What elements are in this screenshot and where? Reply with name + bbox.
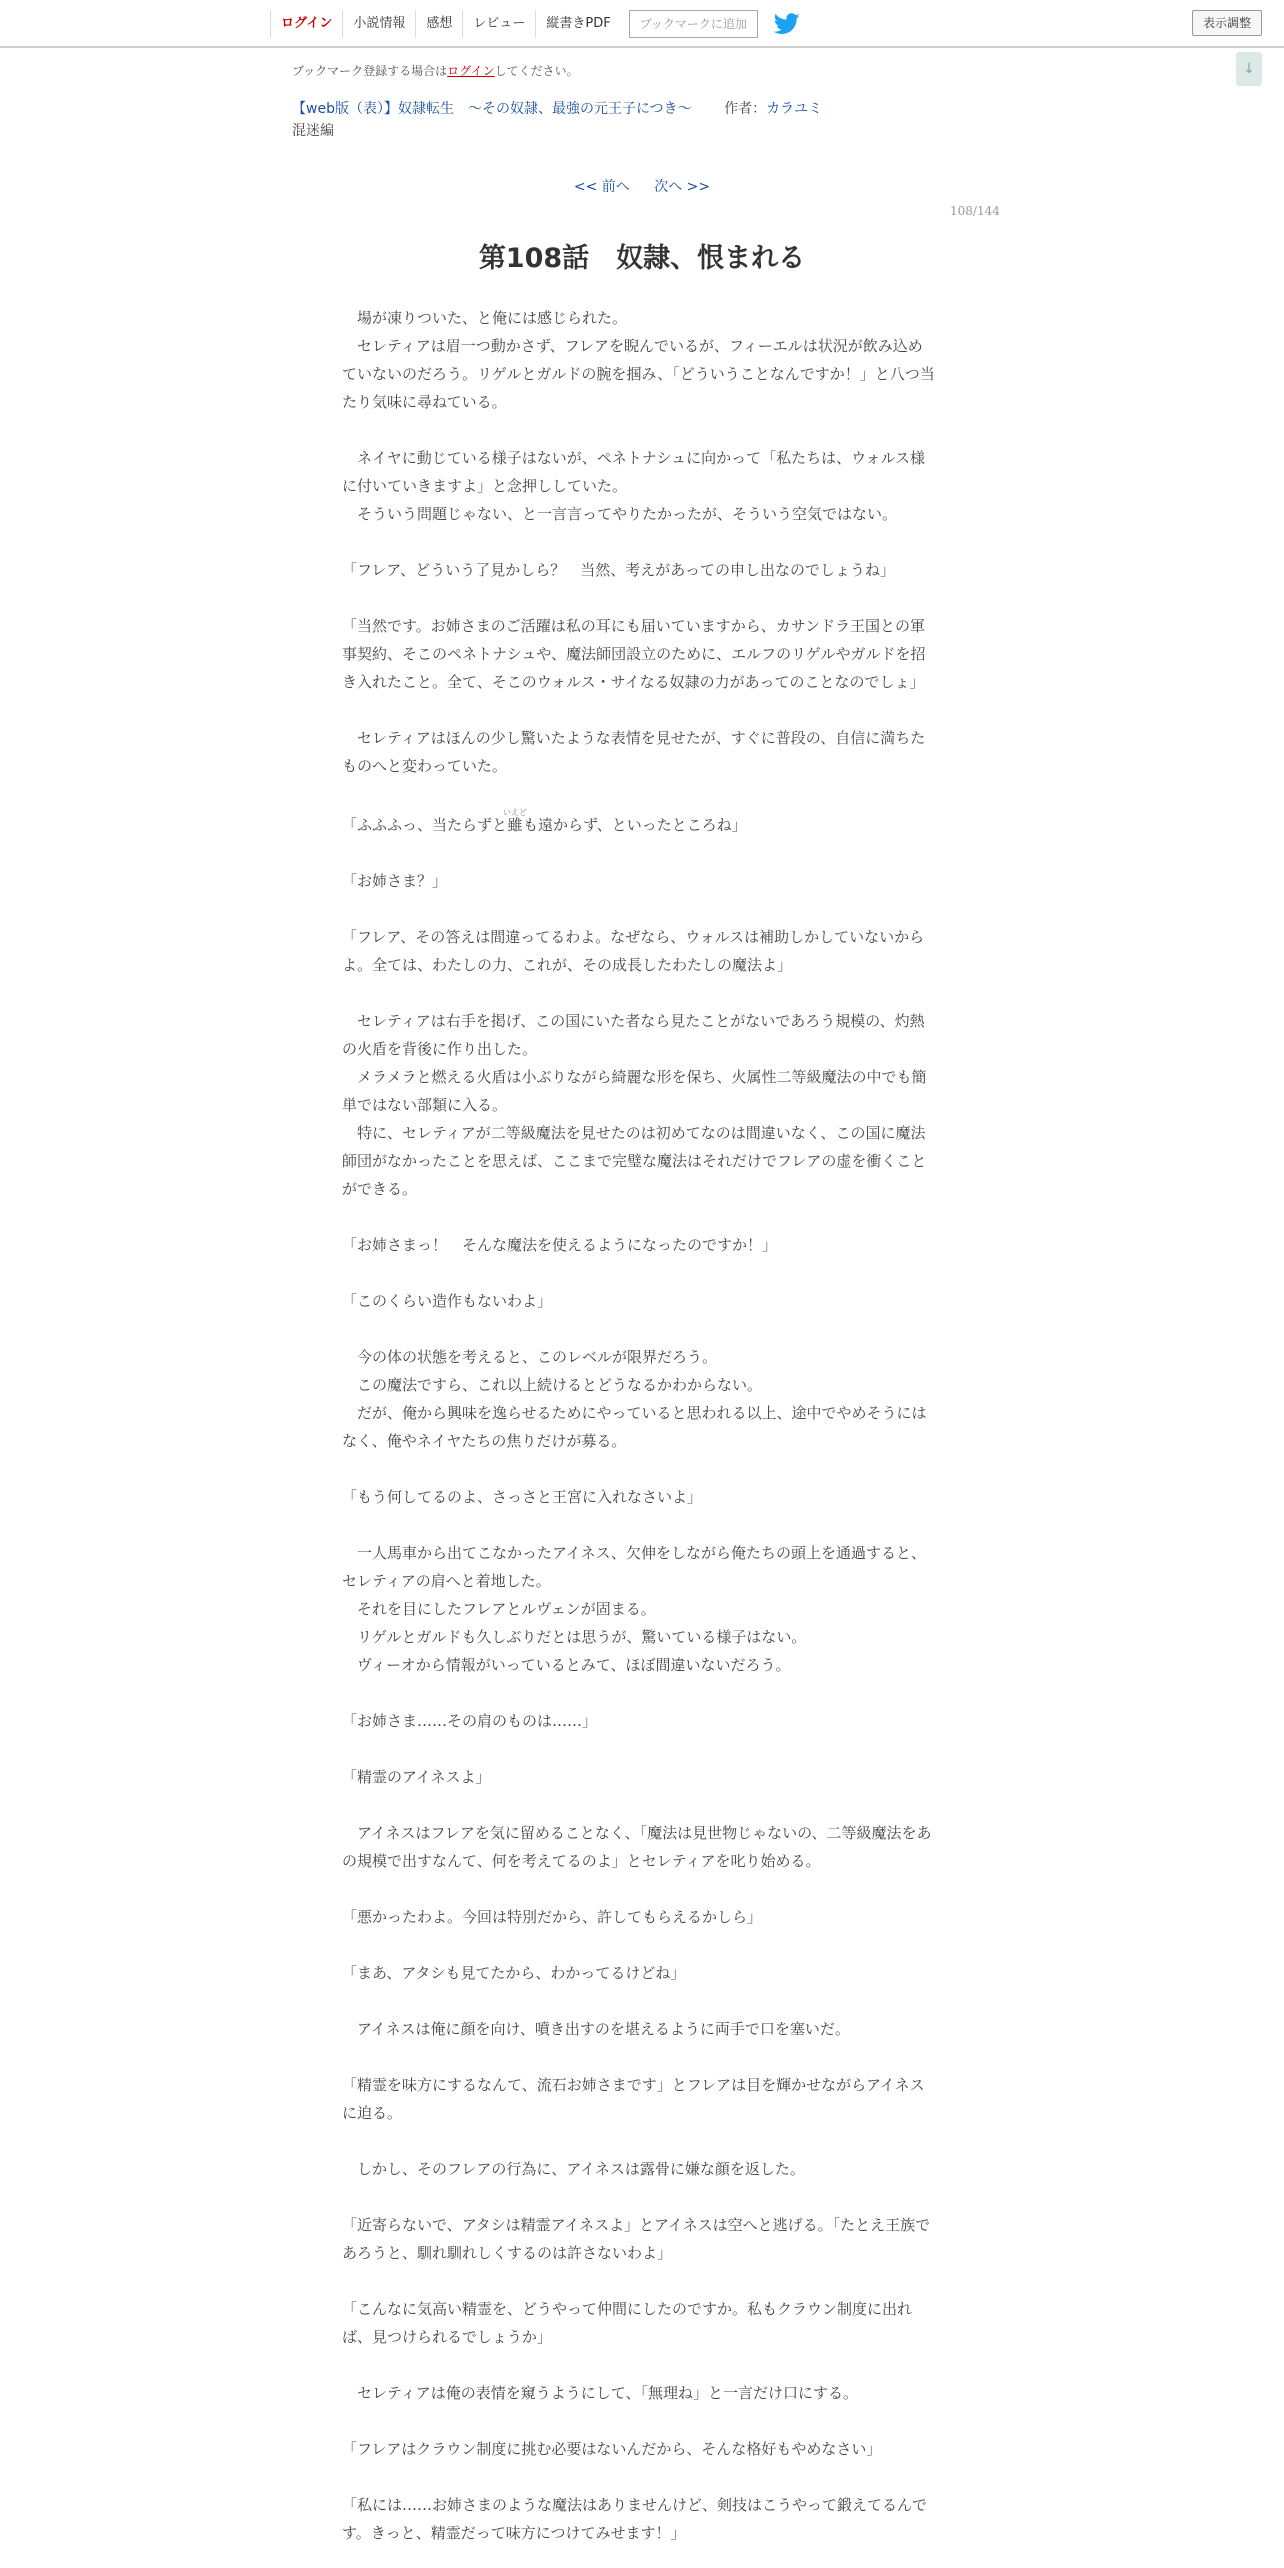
body-paragraph bbox=[342, 1875, 936, 1903]
top-header bbox=[0, 0, 1284, 48]
body-paragraph: この魔法ですら、これ以上続けるとどうなるかわからない。 bbox=[342, 1376, 763, 1394]
body-paragraph: セレティアはほんの少し驚いたような表情を見せたが、すぐに普段の、自信に満ちたものへと変わっていた。 bbox=[342, 729, 926, 775]
body-paragraph: 今の体の状態を考えると、このレベルが限界だろう。 bbox=[342, 1348, 718, 1366]
body-paragraph: そういう問題じゃない、と一言言ってやりたかったが、そういう空気ではない。 bbox=[342, 505, 898, 523]
body-paragraph bbox=[342, 2183, 936, 2211]
nav-impressions[interactable]: 感想 bbox=[415, 10, 462, 38]
nav-login[interactable]: ログイン bbox=[270, 10, 342, 38]
body-paragraph: 「このくらい造作もないわよ」 bbox=[342, 1292, 553, 1310]
body-paragraph bbox=[342, 780, 936, 808]
body-paragraph: セレティアは俺の表情を窺うようにして、「無理ね」と一言だけ口にする。 bbox=[342, 2384, 859, 2402]
body-paragraph bbox=[342, 1791, 936, 1819]
body-paragraph bbox=[342, 2127, 936, 2155]
prev-chapter-link[interactable]: << 前へ bbox=[573, 179, 630, 195]
body-paragraph: リゲルとガルドも久しぶりだとは思うが、驚いている様子はない。 bbox=[342, 1628, 807, 1646]
series-info bbox=[292, 98, 822, 118]
body-paragraph: 「まあ、アタシも見てたから、わかってるけどね」 bbox=[342, 1964, 686, 1982]
body-paragraph bbox=[342, 528, 936, 556]
nav-review[interactable]: レビュー bbox=[462, 10, 535, 38]
body-paragraph bbox=[342, 584, 936, 612]
nav-vertical-pdf[interactable]: 縦書きPDF bbox=[535, 10, 620, 38]
body-paragraph bbox=[342, 839, 936, 867]
scroll-down-arrow-icon[interactable]: ↓ bbox=[1236, 52, 1262, 86]
body-paragraph: 「悪かったわよ。今回は特別だから、許してもらえるかしら」 bbox=[342, 1908, 763, 1926]
chapter-body bbox=[342, 304, 936, 2547]
top-nav bbox=[270, 0, 800, 48]
body-paragraph: 「近寄らないで、アタシは精霊アイネスよ」とアイネスは空へと逃げる。「たとえ王族であろうと、馴れ馴れしくするのは許さないわよ」 bbox=[342, 2216, 931, 2262]
body-paragraph bbox=[342, 1455, 936, 1483]
body-paragraph bbox=[342, 2043, 936, 2071]
body-paragraph: 「お姉さま？」 bbox=[342, 872, 448, 890]
author-label: 作者： bbox=[724, 101, 767, 117]
body-paragraph: 「精霊のアイネスよ」 bbox=[342, 1768, 491, 1786]
body-paragraph: 特に、セレティアが二等級魔法を見せたのは初めてなのは間違いなく、この国に魔法師団がなかったことを思えば、ここまで完璧な魔法はそれだけでフレアの虚を衝くことができる。 bbox=[342, 1124, 927, 1198]
body-paragraph: それを目にしたフレアとルヴェンが固まる。 bbox=[342, 1600, 656, 1618]
body-paragraph bbox=[342, 2463, 936, 2491]
chapter-title: 第108話 奴隷、恨まれる bbox=[478, 243, 806, 274]
bookmark-login-note: ブックマーク登録する場合はログインしてください。 bbox=[292, 64, 579, 78]
body-paragraph: 「当然です。お姉さまのご活躍は私の耳にも届いていますから、カサンドラ王国との軍事契約、そこのペネトナシュや、魔法師団設立のために、エルフのリゲルやガルドを招き入れたこと。全て、そこのウォルス・サイなる奴隷の力があってのことなのでしょ」 bbox=[342, 617, 926, 691]
body-paragraph bbox=[342, 1203, 936, 1231]
body-paragraph: セレティアは右手を掲げ、この国にいた者なら見たことがないであろう規模の、灼熱の火盾を背後に作り出した。 bbox=[342, 1012, 925, 1058]
body-paragraph: 「ふふふっ、当たらずと雖いえども遠からず、といったところね」 bbox=[342, 808, 747, 834]
body-paragraph bbox=[342, 1931, 936, 1959]
body-paragraph: 「フレアはクラウン制度に挑む必要はないんだから、そんな格好もやめなさい」 bbox=[342, 2440, 882, 2458]
body-paragraph: 一人馬車から出てこなかったアイネス、欠伸をしながら俺たちの頭上を通過すると、セレティアの肩へと着地した。 bbox=[342, 1544, 926, 1590]
body-paragraph bbox=[342, 895, 936, 923]
series-title-link[interactable]: 【web版（表）】奴隷転生 ～その奴隷、最強の元王子につき～ bbox=[292, 101, 692, 117]
body-paragraph: ネイヤに動じている様子はないが、ペネトナシュに向かって「私たちは、ウォルス様に付いていきますよ」と念押ししていた。 bbox=[342, 449, 926, 495]
body-paragraph: 場が凍りついた、と俺には感じられた。 bbox=[342, 309, 628, 327]
chapter-count: 108/144 bbox=[950, 204, 1000, 218]
body-paragraph bbox=[342, 979, 936, 1007]
body-paragraph: 「こんなに気高い精霊を、どうやって仲間にしたのですか。私もクラウン制度に出れば、見つけられるでしょうか」 bbox=[342, 2300, 913, 2346]
body-paragraph: しかし、そのフレアの行為に、アイネスは露骨に嫌な顔を返した。 bbox=[342, 2160, 805, 2178]
body-paragraph: アイネスはフレアを気に留めることなく、「魔法は見世物じゃないの、二等級魔法をあの規模で出すなんて、何を考えてるのよ」とセレティアを叱り始める。 bbox=[342, 1824, 932, 1870]
body-paragraph bbox=[342, 696, 936, 724]
nav-novel-info[interactable]: 小説情報 bbox=[342, 10, 415, 38]
body-paragraph: セレティアは眉一つ動かさず、フレアを睨んでいるが、フィーエルは状況が飲み込めていないのだろう。リゲルとガルドの腕を掴み、「どういうことなんですか！」と八つ当たり気味に尋ねている。 bbox=[342, 337, 935, 411]
body-paragraph: 「お姉さま……その肩のものは……」 bbox=[342, 1712, 598, 1730]
twitter-bird-icon[interactable] bbox=[774, 13, 800, 35]
display-adjust-button[interactable]: 表示調整 bbox=[1192, 10, 1262, 36]
next-chapter-link[interactable]: 次へ >> bbox=[654, 179, 711, 195]
body-paragraph: 「フレア、どういう了見かしら？ 当然、考えがあっての申し出なのでしょうね」 bbox=[342, 561, 896, 579]
body-paragraph bbox=[342, 1315, 936, 1343]
body-paragraph: ヴィーオから情報がいっているとみて、ほぼ間違いないだろう。 bbox=[342, 1656, 791, 1674]
author-link[interactable]: カラユミ bbox=[766, 101, 823, 117]
body-paragraph: だが、俺から興味を逸らせるためにやっていると思われる以上、途中でやめそうにはなく、俺やネイヤたちの焦りだけが募る。 bbox=[342, 1404, 927, 1450]
body-paragraph: 「もう何してるのよ、さっさと王宮に入れなさいよ」 bbox=[342, 1488, 703, 1506]
body-paragraph bbox=[342, 2351, 936, 2379]
body-paragraph bbox=[342, 1259, 936, 1287]
body-paragraph: 「フレア、その答えは間違ってるわよ。なぜなら、ウォルスは補助しかしていないからよ。全ては、わたしの力、これが、その成長したわたしの魔法よ」 bbox=[342, 928, 925, 974]
body-paragraph bbox=[342, 2267, 936, 2295]
body-paragraph bbox=[342, 1511, 936, 1539]
add-bookmark-button[interactable]: ブックマークに追加 bbox=[629, 10, 758, 38]
chapter-pager bbox=[0, 176, 1284, 196]
ruby-annotation: 雖いえど bbox=[503, 808, 528, 834]
body-paragraph: アイネスは俺に顔を向け、噴き出すのを堪えるように両手で口を塞いだ。 bbox=[342, 2020, 850, 2038]
chapter-group-title: 混迷編 bbox=[292, 123, 334, 139]
body-paragraph: 「私には……お姉さまのような魔法はありませんけど、剣技はこうやって鍛えてるんです。きっと、精霊だって味方につけてみせます！」 bbox=[342, 2496, 928, 2542]
body-paragraph bbox=[342, 1987, 936, 2015]
body-paragraph: 「精霊を味方にするなんて、流石お姉さまです」とフレアは目を輝かせながらアイネスに迫る。 bbox=[342, 2076, 925, 2122]
body-paragraph bbox=[342, 2407, 936, 2435]
body-paragraph bbox=[342, 1679, 936, 1707]
bookmark-login-link[interactable]: ログイン bbox=[447, 64, 495, 78]
body-paragraph: 「お姉さまっ！ そんな魔法を使えるようになったのですか！」 bbox=[342, 1236, 778, 1254]
body-paragraph: メラメラと燃える火盾は小ぶりながら綺麗な形を保ち、火属性二等級魔法の中でも簡単ではない部類に入る。 bbox=[342, 1068, 927, 1114]
body-paragraph bbox=[342, 416, 936, 444]
body-paragraph bbox=[342, 1735, 936, 1763]
